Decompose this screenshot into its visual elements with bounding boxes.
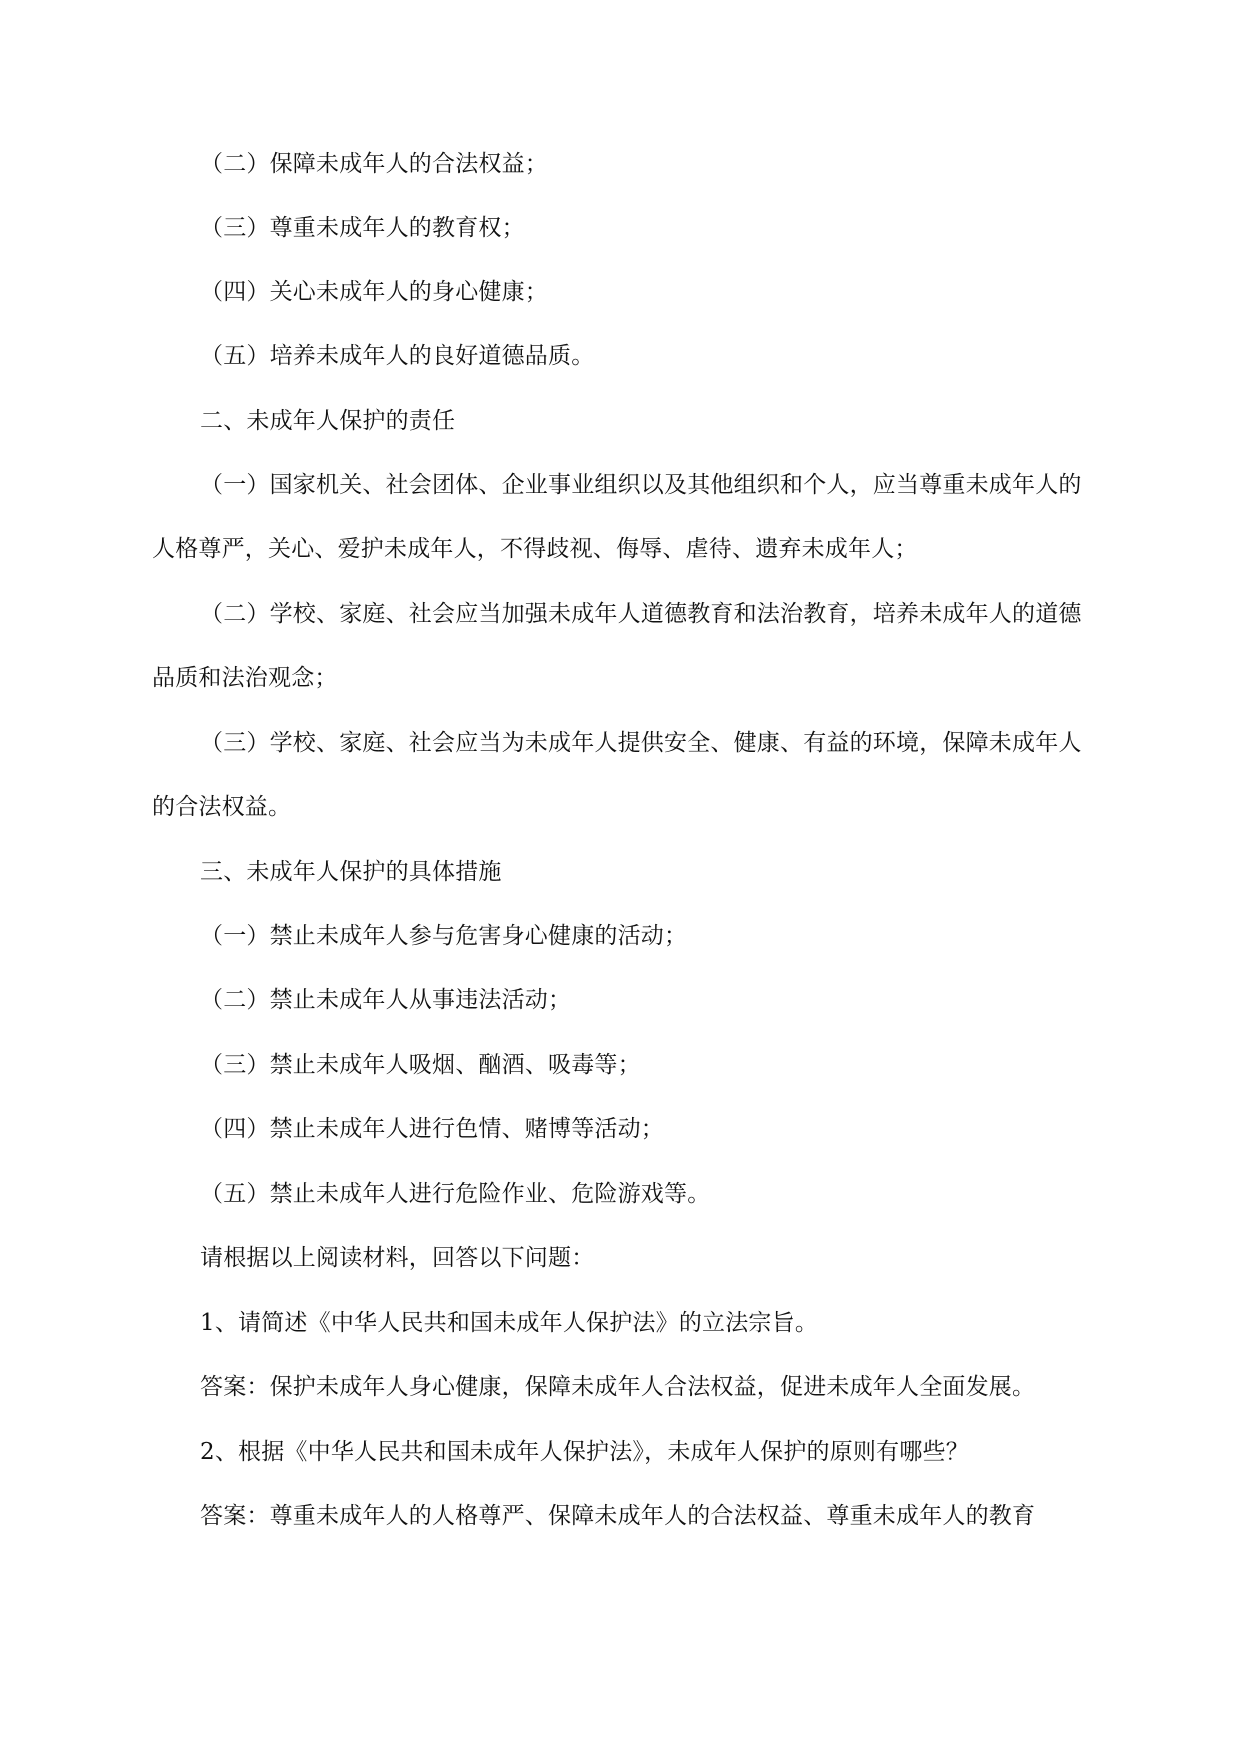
- section-heading-responsibility: 二、未成年人保护的责任: [200, 408, 456, 434]
- paragraph-measure-1: （一）禁止未成年人参与危害身心健康的活动；: [200, 923, 688, 949]
- paragraph-responsibility-1: （一）国家机关、社会团体、企业事业组织以及其他组织和个人，应当尊重未成年人的人格尊严，关心、爱护未成年人，不得歧视、侮辱、虐待、遗弃未成年人；: [152, 472, 1082, 562]
- paragraph-principle-4: （四）关心未成年人的身心健康；: [200, 279, 548, 305]
- paragraph-measure-5: （五）禁止未成年人进行危险作业、危险游戏等。: [200, 1181, 711, 1207]
- section-heading-measures: 三、未成年人保护的具体措施: [200, 859, 502, 885]
- paragraph-responsibility-3: （三）学校、家庭、社会应当为未成年人提供安全、健康、有益的环境，保障未成年人的合法权益。: [152, 730, 1082, 820]
- answer-1: 答案：保护未成年人身心健康，保障未成年人合法权益，促进未成年人全面发展。: [200, 1374, 1036, 1400]
- paragraph-principle-5: （五）培养未成年人的良好道德品质。: [200, 343, 595, 369]
- paragraph-responsibility-2: （二）学校、家庭、社会应当加强未成年人道德教育和法治教育，培养未成年人的道德品质和法治观念；: [152, 601, 1082, 691]
- questions-intro: 请根据以上阅读材料，回答以下问题：: [200, 1245, 595, 1271]
- question-1: 1、请简述《中华人民共和国未成年人保护法》的立法宗旨。: [200, 1310, 819, 1336]
- paragraph-measure-4: （四）禁止未成年人进行色情、赌博等活动；: [200, 1116, 664, 1142]
- paragraph-measure-2: （二）禁止未成年人从事违法活动；: [200, 987, 572, 1013]
- question-2: 2、根据《中华人民共和国未成年人保护法》，未成年人保护的原则有哪些？: [200, 1439, 969, 1465]
- paragraph-principle-3: （三）尊重未成年人的教育权；: [200, 215, 525, 241]
- answer-2: 答案：尊重未成年人的人格尊严、保障未成年人的合法权益、尊重未成年人的教育: [200, 1503, 1036, 1529]
- paragraph-principle-2: （二）保障未成年人的合法权益；: [200, 151, 548, 177]
- paragraph-measure-3: （三）禁止未成年人吸烟、酗酒、吸毒等；: [200, 1052, 641, 1078]
